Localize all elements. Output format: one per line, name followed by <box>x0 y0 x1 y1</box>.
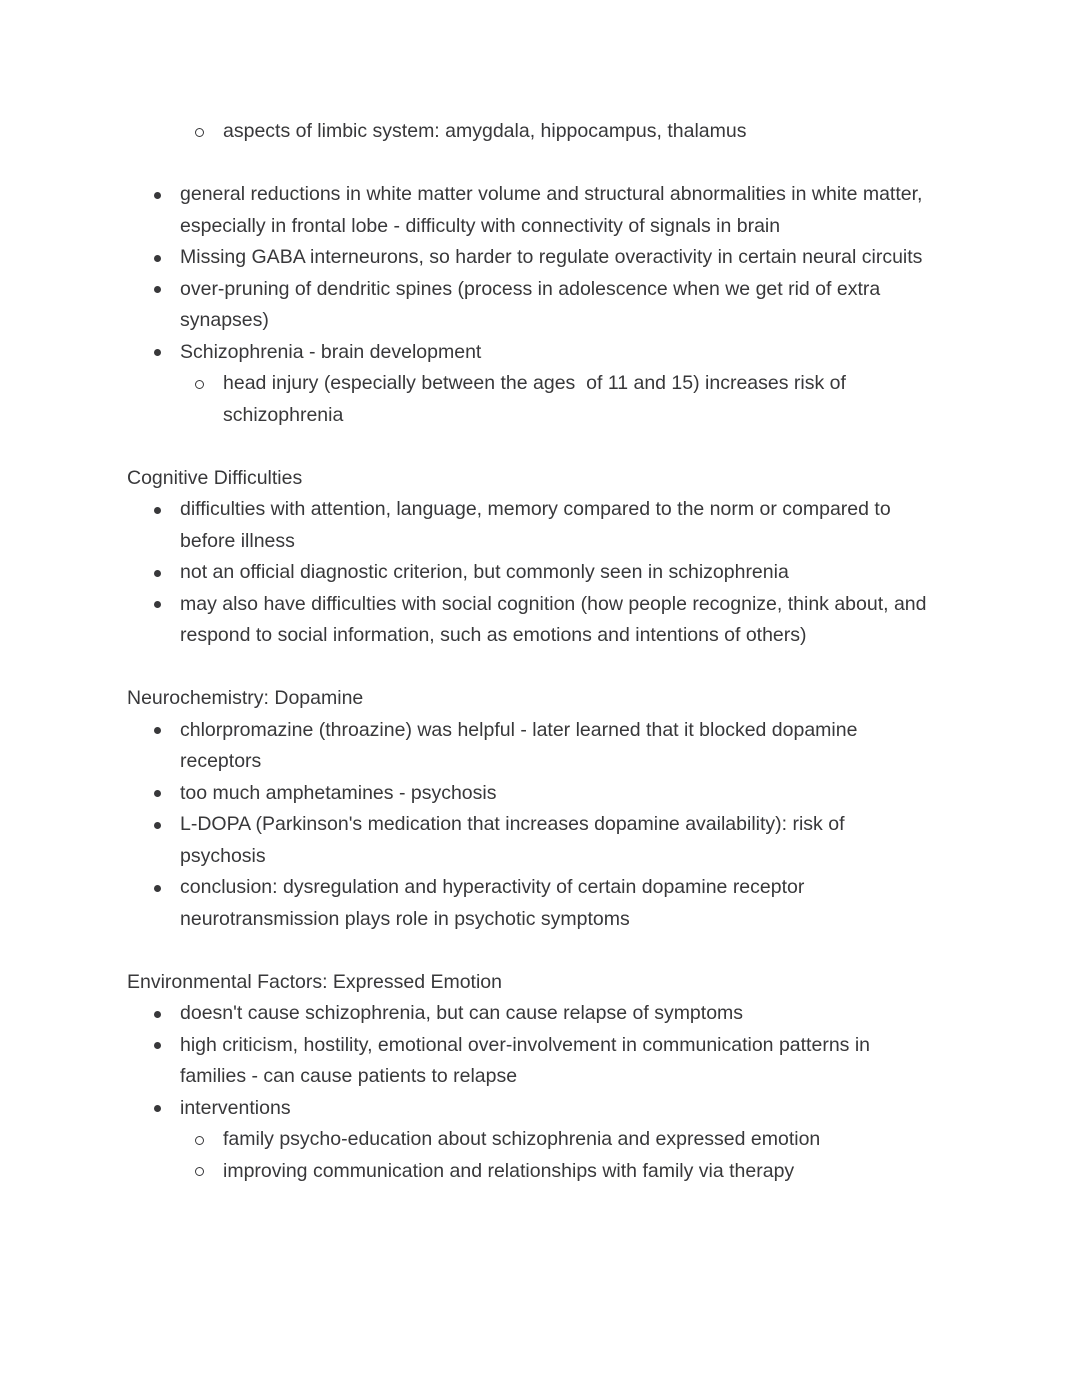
disc-bullet-icon <box>154 601 161 608</box>
bullet-text: not an official diagnostic criterion, but commonly seen in schizophrenia <box>180 561 789 583</box>
notes-section <box>127 116 933 148</box>
disc-bullet-icon <box>154 1011 161 1018</box>
sub-bullet-item <box>127 1156 933 1188</box>
bullet-item <box>127 1093 933 1125</box>
section-heading: Neurochemistry: Dopamine <box>127 687 364 709</box>
bullet-item <box>127 242 933 274</box>
disc-bullet-icon <box>154 570 161 577</box>
disc-bullet-icon <box>154 822 161 829</box>
notes-section <box>127 683 933 935</box>
notes-section <box>127 179 933 431</box>
bullet-text: over-pruning of dendritic spines (process in adolescence when we get rid of extra synapses) <box>180 277 886 331</box>
bullet-text: too much amphetamines - psychosis <box>180 781 497 804</box>
bullet-text: Schizophrenia - brain development <box>180 340 482 363</box>
bullet-text: conclusion: dysregulation and hyperactivity of certain dopamine receptor neurotransmission plays role in psychotic symptoms <box>180 876 810 930</box>
disc-bullet-icon <box>154 349 161 356</box>
bullet-text: Missing GABA interneurons, so harder to regulate overactivity in certain neural circuits <box>180 246 923 268</box>
bullet-item <box>127 715 933 778</box>
bullet-item <box>127 998 933 1030</box>
section-heading: Environmental Factors: Expressed Emotion <box>127 970 502 993</box>
disc-bullet-icon <box>154 192 161 199</box>
bullet-text: high criticism, hostility, emotional over-involvement in communication patterns in families - can cause patients to relapse <box>180 1033 876 1087</box>
bullet-item <box>127 1030 933 1093</box>
bullet-text: aspects of limbic system: amygdala, hippocampus, thalamus <box>223 120 747 142</box>
bullet-text: improving communication and relationships with family via therapy <box>223 1159 795 1182</box>
bullet-item <box>127 274 933 337</box>
disc-bullet-icon <box>154 255 161 262</box>
notes-section <box>127 463 933 652</box>
bullet-text: may also have difficulties with social cognition (how people recognize, think about, and respond to social information, such as emotions and intentions of others) <box>180 592 932 646</box>
notes-section <box>127 967 933 1188</box>
bullet-item <box>127 494 933 557</box>
circle-bullet-icon <box>195 1167 204 1176</box>
bullet-item <box>127 872 933 935</box>
disc-bullet-icon <box>154 1105 161 1112</box>
bullet-text: chlorpromazine (throazine) was helpful - later learned that it blocked dopamine receptors <box>180 718 863 772</box>
sub-bullet-item <box>127 368 933 431</box>
circle-bullet-icon <box>195 128 204 137</box>
bullet-text: L-DOPA (Parkinson's medication that increases dopamine availability): risk of psychosis <box>180 813 850 867</box>
bullet-text: general reductions in white matter volume and structural abnormalities in white matter, especially in frontal lobe - difficulty with connectivity of signals in brain <box>180 183 928 237</box>
document-content <box>127 116 933 1187</box>
disc-bullet-icon <box>154 727 161 734</box>
sub-bullet-item <box>127 1124 933 1156</box>
bullet-item <box>127 589 933 652</box>
section-heading: Cognitive Difficulties <box>127 466 303 489</box>
circle-bullet-icon <box>195 380 204 389</box>
disc-bullet-icon <box>154 1042 161 1049</box>
disc-bullet-icon <box>154 790 161 797</box>
bullet-item <box>127 337 933 369</box>
bullet-item <box>127 778 933 810</box>
bullet-text: interventions <box>180 1096 291 1119</box>
disc-bullet-icon <box>154 286 161 293</box>
bullet-text: head injury (especially between the ages of 11 and 15) increases risk of schizophrenia <box>223 372 852 426</box>
disc-bullet-icon <box>154 885 161 892</box>
bullet-item <box>127 557 933 589</box>
disc-bullet-icon <box>154 507 161 514</box>
sub-bullet-item <box>127 116 933 148</box>
bullet-text: doesn't cause schizophrenia, but can cause relapse of symptoms <box>180 1002 744 1024</box>
bullet-text: family psycho-education about schizophrenia and expressed emotion <box>223 1128 821 1150</box>
bullet-text: difficulties with attention, language, memory compared to the norm or compared to before illness <box>180 498 897 552</box>
circle-bullet-icon <box>195 1136 204 1145</box>
bullet-item <box>127 809 933 872</box>
bullet-item <box>127 179 933 242</box>
